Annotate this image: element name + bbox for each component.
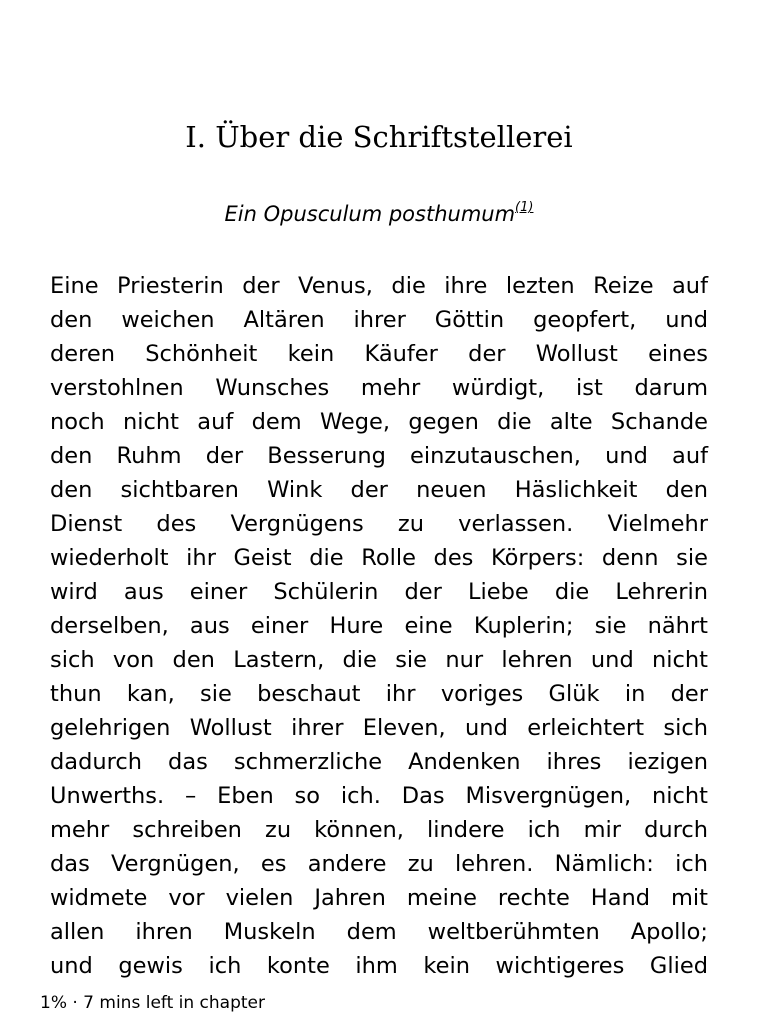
text-line: Unwerths. – Eben so ich. Das Misvergnügen, nicht	[50, 783, 708, 809]
text-line: Eine Priesterin der Venus, die ihre lezten Reize auf	[50, 273, 708, 299]
text-line: noch nicht auf dem Wege, gegen die alte Schande	[50, 409, 708, 435]
subtitle-text: Ein Opusculum posthumum	[224, 202, 516, 226]
text-line: deren Schönheit kein Käufer der Wollust eines	[50, 341, 708, 367]
footnote-link[interactable]: (1)	[515, 200, 534, 215]
text-line: allen ihren Muskeln dem weltberühmten Apollo;	[50, 919, 708, 945]
text-line: und gewis ich konte ihm kein wichtigeres Glied	[50, 953, 708, 979]
text-line: den sichtbaren Wink der neuen Häslichkeit den	[50, 477, 708, 503]
text-line: den weichen Altären ihrer Göttin geopfert, und	[50, 307, 708, 333]
text-line: wiederholt ihr Geist die Rolle des Körpers: denn sie	[50, 545, 708, 571]
text-line: wird aus einer Schülerin der Liebe die Lehrerin	[50, 579, 708, 605]
text-line: widmete vor vielen Jahren meine rechte Hand mit	[50, 885, 708, 911]
text-line: mehr schreiben zu können, lindere ich mir durch	[50, 817, 708, 843]
text-line: dadurch das schmerzliche Andenken ihres iezigen	[50, 749, 708, 775]
chapter-title: I. Über die Schriftstellerei	[185, 120, 573, 154]
reading-progress: 1% · 7 mins left in chapter	[40, 993, 266, 1013]
text-line: derselben, aus einer Hure eine Kuplerin; sie nährt	[50, 613, 708, 639]
body-text	[50, 269, 708, 983]
text-line: sich von den Lastern, die sie nur lehren und nicht	[50, 647, 708, 673]
text-line: thun kan, sie beschaut ihr voriges Glük in der	[50, 681, 708, 707]
text-line: das Vergnügen, es andere zu lehren. Nämlich: ich	[50, 851, 708, 877]
chapter-subtitle	[0, 198, 758, 230]
text-line: verstohlnen Wunsches mehr würdigt, ist darum	[50, 375, 708, 401]
text-line: den Ruhm der Besserung einzutauschen, und auf	[50, 443, 708, 469]
text-line: gelehrigen Wollust ihrer Eleven, und erleichtert sich	[50, 715, 708, 741]
text-line: Dienst des Vergnügens zu verlassen. Vielmehr	[50, 511, 708, 537]
